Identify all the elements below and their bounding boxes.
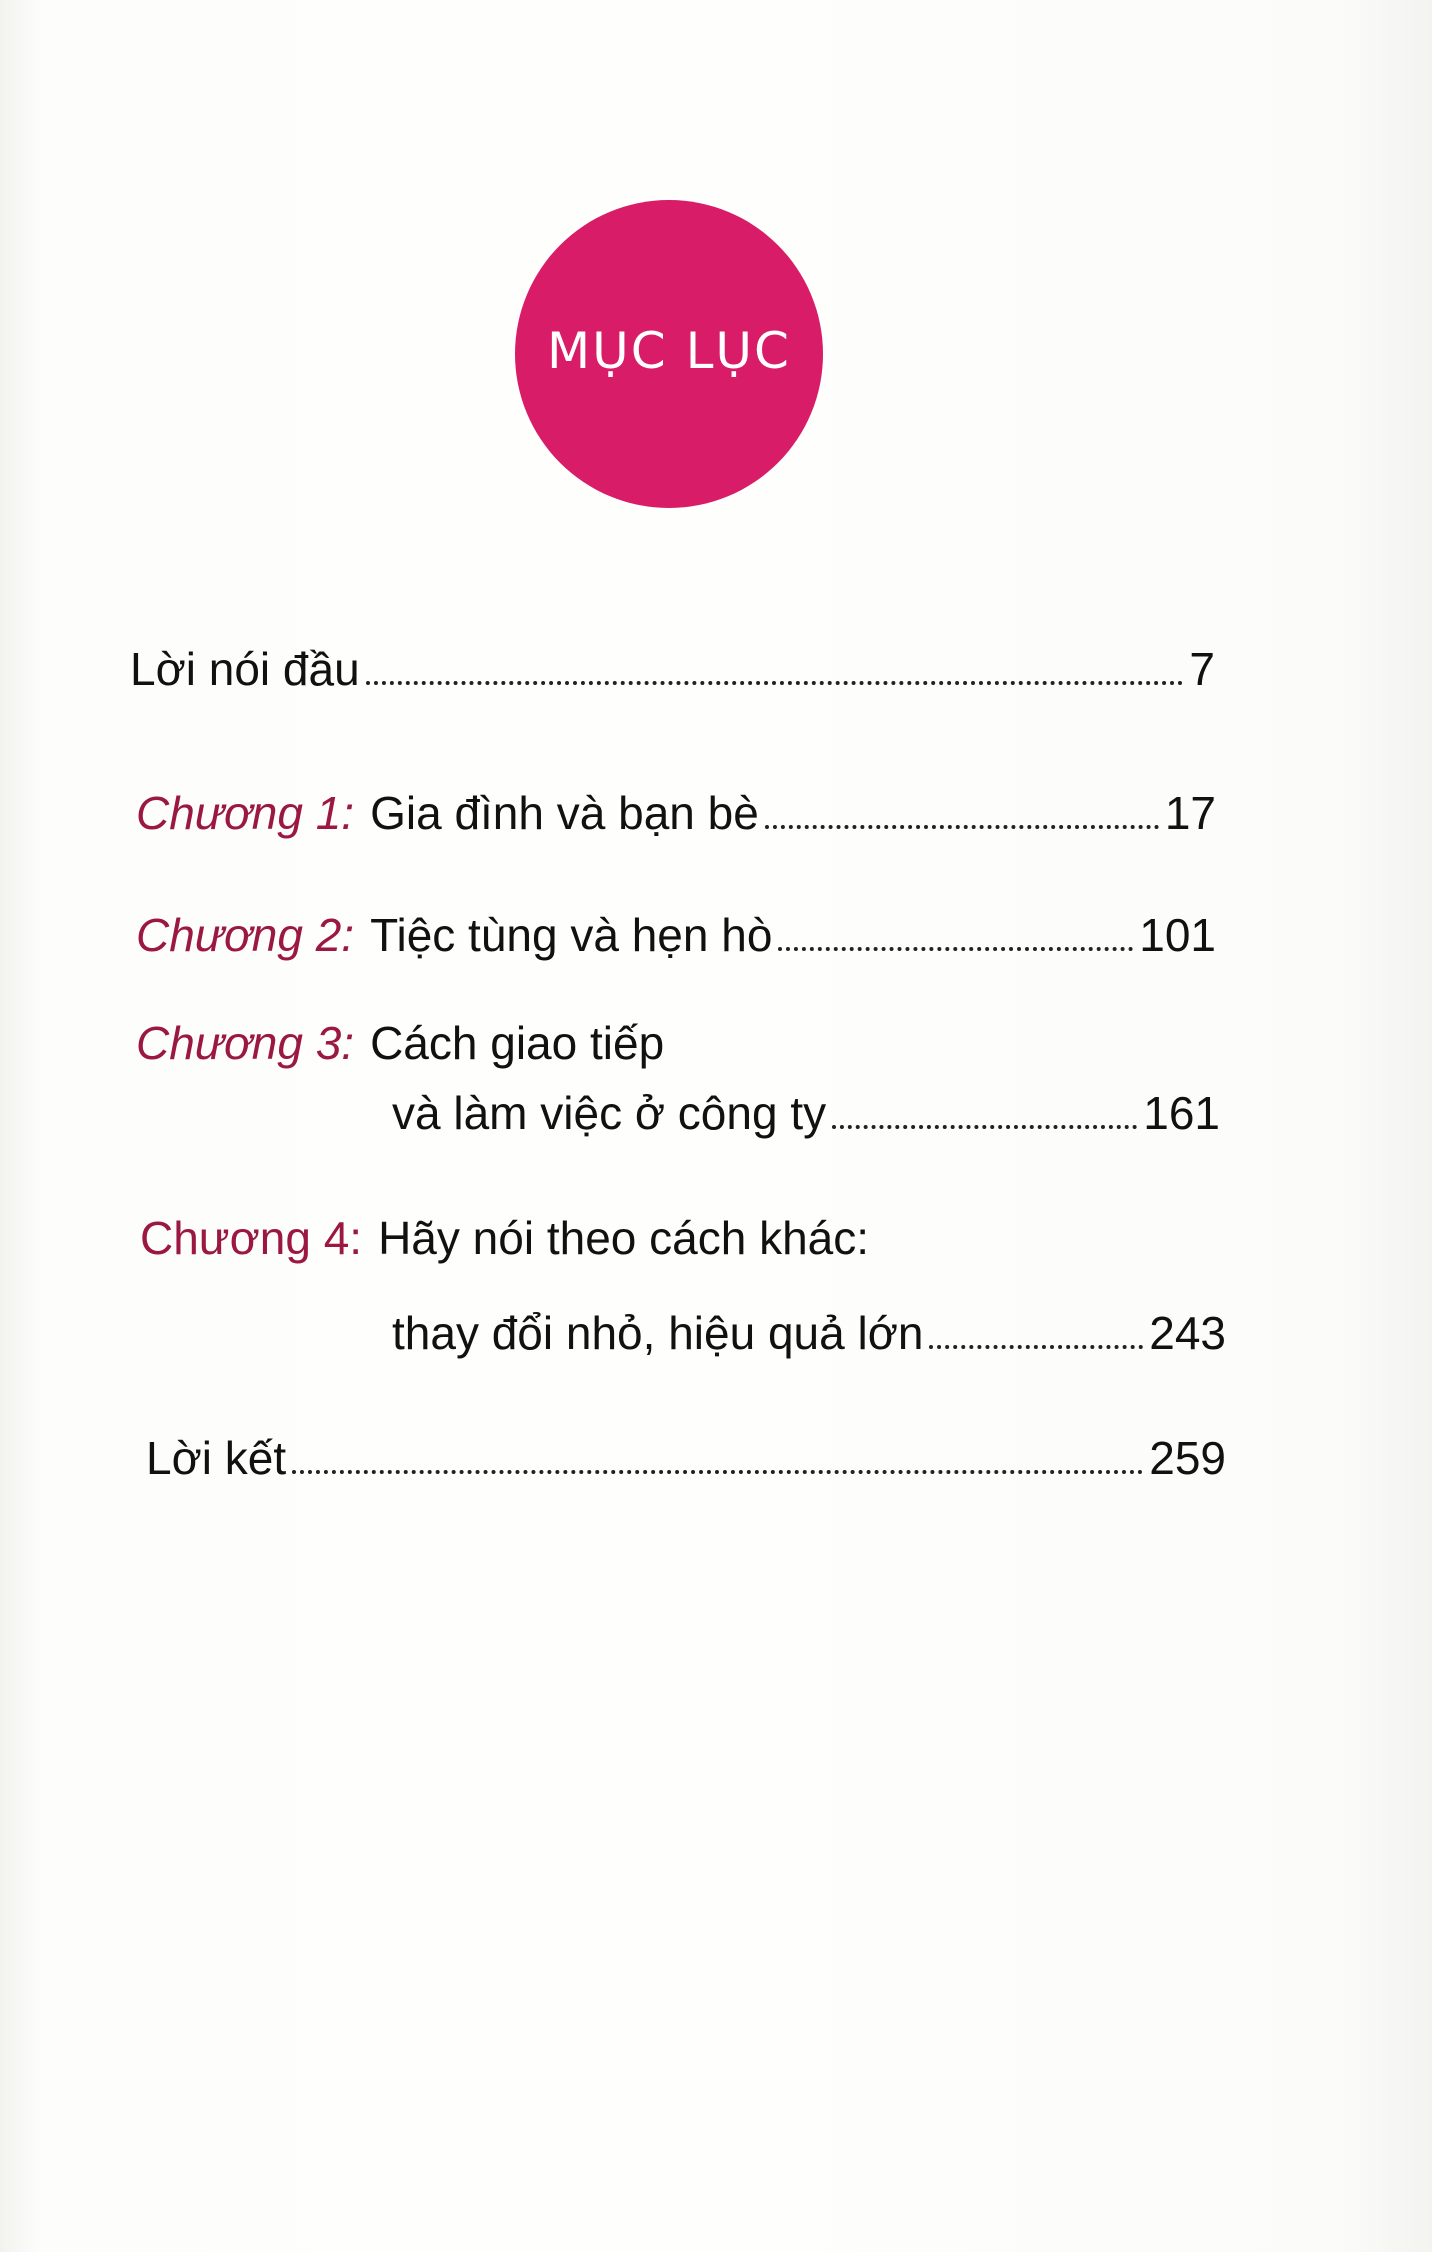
toc-page-number: 17 bbox=[1164, 787, 1216, 839]
toc-page-number: 7 bbox=[1189, 643, 1215, 695]
toc-entry-chapter-4-continued[interactable] bbox=[392, 1307, 1226, 1359]
toc-entry-title: Lời nói đầu bbox=[130, 643, 360, 695]
dot-leader bbox=[778, 947, 1133, 951]
toc-entry-title-line2: thay đổi nhỏ, hiệu quả lớn bbox=[392, 1307, 924, 1359]
toc-page-number: 101 bbox=[1139, 909, 1216, 961]
dot-leader bbox=[929, 1345, 1143, 1349]
dot-leader bbox=[292, 1470, 1143, 1474]
toc-header-badge bbox=[515, 200, 823, 508]
toc-entry-chapter-2[interactable] bbox=[136, 909, 1216, 961]
toc-heading: MỤC LỤC bbox=[547, 322, 791, 380]
toc-entry-chapter-1[interactable] bbox=[136, 787, 1216, 839]
chapter-label: Chương 1: bbox=[136, 787, 355, 839]
toc-entry-title-line1: Cách giao tiếp bbox=[370, 1017, 665, 1069]
toc-page-number: 259 bbox=[1149, 1432, 1226, 1484]
dot-leader bbox=[366, 681, 1184, 685]
toc-entry-title: Lời kết bbox=[146, 1432, 287, 1484]
toc-entry-epilogue[interactable] bbox=[146, 1432, 1226, 1484]
toc-page-number: 243 bbox=[1149, 1307, 1226, 1359]
chapter-label: Chương 3: bbox=[136, 1017, 355, 1069]
toc-entry-chapter-3[interactable] bbox=[136, 1017, 665, 1069]
toc-entry-title-line2: và làm việc ở công ty bbox=[392, 1087, 827, 1139]
toc-entry-chapter-3-continued[interactable] bbox=[392, 1087, 1220, 1139]
chapter-label: Chương 4: bbox=[140, 1212, 363, 1264]
dot-leader bbox=[765, 825, 1159, 829]
toc-entry-title-line1: Hãy nói theo cách khác: bbox=[378, 1212, 870, 1264]
dot-leader bbox=[832, 1125, 1137, 1129]
toc-entry-title: Gia đình và bạn bè bbox=[370, 787, 759, 839]
toc-entry-preface[interactable] bbox=[130, 643, 1215, 695]
toc-entry-chapter-4[interactable] bbox=[140, 1212, 870, 1264]
chapter-label: Chương 2: bbox=[136, 909, 355, 961]
toc-page-number: 161 bbox=[1143, 1087, 1220, 1139]
toc-entry-title: Tiệc tùng và hẹn hò bbox=[370, 909, 773, 961]
